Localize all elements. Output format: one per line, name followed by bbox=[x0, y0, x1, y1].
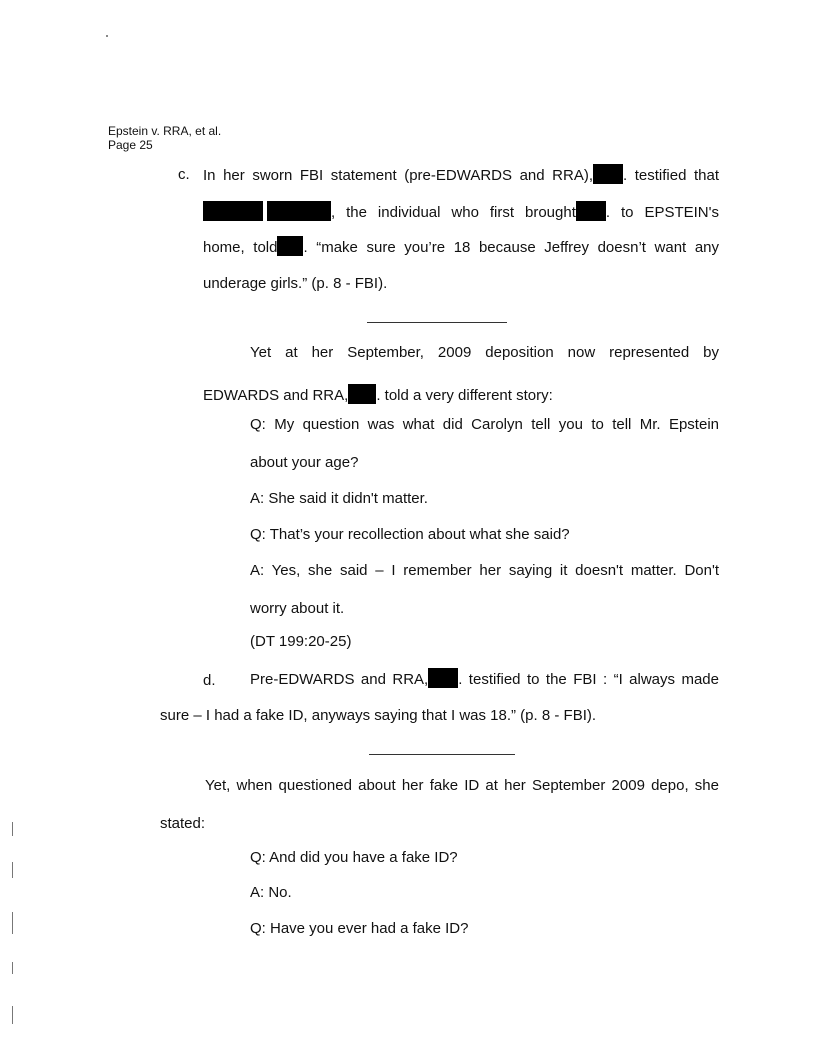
testimony2-q1: Q: And did you have a fake ID? bbox=[250, 849, 458, 866]
case-caption: Epstein v. RRA, et al. bbox=[108, 124, 222, 138]
testimony-q2: Q: That’s your recollection about what she said? bbox=[250, 526, 570, 543]
testimony2-a1: A: No. bbox=[250, 884, 292, 901]
text-run: . testified to the FBI : “I always made bbox=[458, 671, 719, 688]
scan-margin-mark bbox=[12, 912, 13, 934]
redaction-bar bbox=[348, 384, 376, 404]
text-run: . to EPSTEIN's bbox=[605, 204, 720, 221]
scan-margin-mark bbox=[12, 962, 13, 974]
text-run: In her sworn FBI statement (pre-EDWARDS and RRA), bbox=[203, 167, 593, 184]
para2-line-2 bbox=[203, 384, 553, 405]
testimony-q1-line-1: Q: My question was what did Carolyn tell you to tell Mr. Epstein bbox=[250, 416, 719, 433]
testimony-citation: (DT 199:20-25) bbox=[250, 633, 352, 650]
redaction-bar bbox=[593, 164, 623, 184]
item-d-line-1 bbox=[250, 668, 719, 689]
item-c-line-4: underage girls.” (p. 8 - FBI). bbox=[203, 275, 388, 292]
text-run: . “make sure you’re 18 because Jeffrey doesn’t want any bbox=[303, 239, 719, 256]
scan-speck bbox=[106, 35, 108, 37]
testimony-q1-line-2: about your age? bbox=[250, 454, 359, 471]
section-divider bbox=[367, 322, 507, 323]
text-run: EDWARDS and RRA, bbox=[203, 387, 349, 404]
text-run: Pre-EDWARDS and RRA, bbox=[250, 671, 429, 688]
item-d-line-2: sure – I had a fake ID, anyways saying that I was 18.” (p. 8 - FBI). bbox=[160, 707, 597, 724]
page-number: Page 25 bbox=[108, 138, 153, 152]
scan-margin-mark bbox=[12, 822, 13, 836]
redaction-bar bbox=[203, 201, 263, 221]
text-run: , the individual who first brought bbox=[331, 204, 576, 221]
testimony-a2-line-1: A: Yes, she said – I remember her saying it doesn't matter. Don't bbox=[250, 562, 719, 579]
para2-line-1: Yet at her September, 2009 deposition now represented by bbox=[250, 344, 719, 361]
text-run: . told a very different story: bbox=[376, 387, 553, 404]
para3-line-2: stated: bbox=[160, 815, 206, 832]
para3-line-1: Yet, when questioned about her fake ID at her September 2009 depo, she bbox=[205, 777, 719, 794]
redaction-bar bbox=[428, 668, 458, 688]
item-c-line-3 bbox=[203, 236, 719, 257]
testimony-a2-line-2: worry about it. bbox=[250, 600, 345, 617]
section-divider bbox=[369, 754, 515, 755]
scan-margin-mark bbox=[12, 862, 13, 878]
item-c-line-2 bbox=[203, 201, 719, 222]
item-c-marker: c. bbox=[178, 166, 190, 183]
item-d-marker: d. bbox=[203, 672, 216, 689]
redaction-bar bbox=[576, 201, 606, 221]
redaction-bar bbox=[267, 201, 331, 221]
text-run: . testified that bbox=[623, 167, 720, 184]
item-c-line-1 bbox=[203, 164, 719, 185]
text-run: home, told bbox=[203, 239, 278, 256]
testimony2-q2: Q: Have you ever had a fake ID? bbox=[250, 920, 469, 937]
redaction-bar bbox=[277, 236, 303, 256]
scan-margin-mark bbox=[12, 1006, 13, 1024]
testimony-a1: A: She said it didn't matter. bbox=[250, 490, 428, 507]
